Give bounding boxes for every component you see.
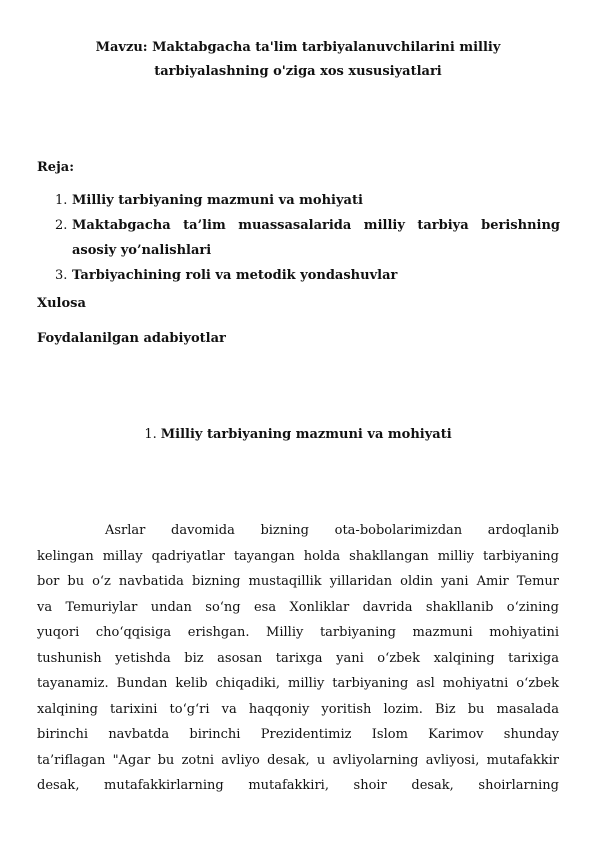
paragraph-line: va Temuriylar undan so‘ng esa Xonliklar davrida shakllanib o‘zining (37, 599, 559, 615)
paragraph-line: yuqori cho‘qqisiga erishgan. Milliy tarbiyaning mazmuni mohiyatini (37, 625, 559, 640)
paragraph-line: kelingan millay qadriyatlar tayangan holda shakllangan milliy tarbiyaning (37, 548, 559, 564)
plan-item (55, 188, 560, 213)
plan-item-number: 3. (55, 268, 68, 283)
paragraph-line: desak, mutafakkirlarning mutafakkiri, shoir desak, shoirlarning (37, 778, 559, 793)
section-number: 1. (144, 427, 157, 442)
body-paragraph (37, 518, 559, 799)
paragraph-line: birinchi navbatda birinchi Prezidentimiz Islom Karimov shunday (37, 727, 559, 742)
paragraph-line: xalqining tarixini to‘g‘ri va haqqoniy yoritish lozim. Biz bu masalada (37, 701, 559, 717)
paragraph-line: Asrlar davomida bizning ota-bobolarimizdan ardoqlanib (105, 523, 559, 538)
plan-item-text: Milliy tarbiyaning mazmuni va mohiyati (72, 193, 363, 208)
references-label: Foydalanilgan adabiyotlar (37, 331, 226, 346)
plan-item-number: 1. (55, 193, 68, 208)
paragraph-line: tayanamiz. Bundan kelib chiqadiki, milliy tarbiyaning asl mohiyatni o‘zbek (37, 676, 559, 691)
plan-list (55, 188, 560, 288)
plan-item-number: 2. (55, 218, 68, 233)
document-title: Mavzu: Maktabgacha ta'lim tarbiyalanuvchilarini milliy tarbiyalashning o'ziga xos xususiyatlari (95, 40, 501, 79)
paragraph-line: ta’riflagan "Agar bu zotni avliyo desak, u avliyolarning avliyosi, mutafakkir (37, 752, 559, 768)
paragraph-line: tushunish yetishda biz asosan tarixga yani o‘zbek xalqining tarixiga (37, 650, 559, 666)
plan-item (55, 213, 560, 263)
conclusion-label: Xulosa (37, 296, 86, 311)
plan-heading: Reja: (37, 160, 75, 175)
plan-item (55, 263, 560, 288)
paragraph-line: bor bu o‘z navbatida bizning mustaqillik yillaridan oldin yani Amir Temur (37, 574, 559, 589)
plan-item-text: Maktabgacha ta’lim muassasalarida milliy tarbiya berishning asosiy yo’nalishlari (72, 218, 560, 258)
section-title: Milliy tarbiyaning mazmuni va mohiyati (160, 427, 452, 442)
section-heading (0, 427, 596, 442)
plan-item-text: Tarbiyachining roli va metodik yondashuvlar (72, 268, 398, 283)
